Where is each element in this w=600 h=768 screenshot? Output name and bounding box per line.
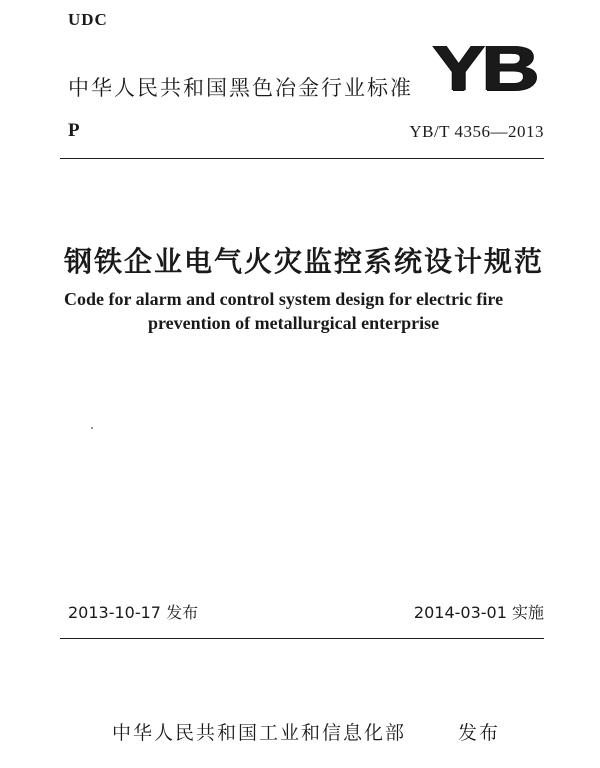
- document-title-chinese: 钢铁企业电气火灾监控系统设计规范: [64, 245, 545, 278]
- issuing-authority: 中华人民共和国工业和信息化部: [112, 722, 407, 744]
- scan-speck: [91, 427, 93, 429]
- bottom-divider: [60, 638, 544, 639]
- udc-label: UDC: [68, 10, 108, 29]
- standard-number: YB/T 4356—2013: [409, 122, 544, 141]
- industry-standard-title: 中华人民共和国黑色冶金行业标准: [68, 76, 413, 100]
- document-title-english-line2: prevention of metallurgical enterprise: [148, 313, 440, 333]
- classification-code: P: [68, 120, 80, 141]
- top-divider: [60, 158, 544, 159]
- document-title-english-line1: Code for alarm and control system design for electric fire: [64, 289, 504, 309]
- implementation-date: 2014-03-01 实施: [413, 603, 544, 622]
- yb-logo: YB: [432, 32, 536, 104]
- issue-date: 2013-10-17 发布: [68, 603, 199, 622]
- issuing-action: 发布: [458, 722, 501, 744]
